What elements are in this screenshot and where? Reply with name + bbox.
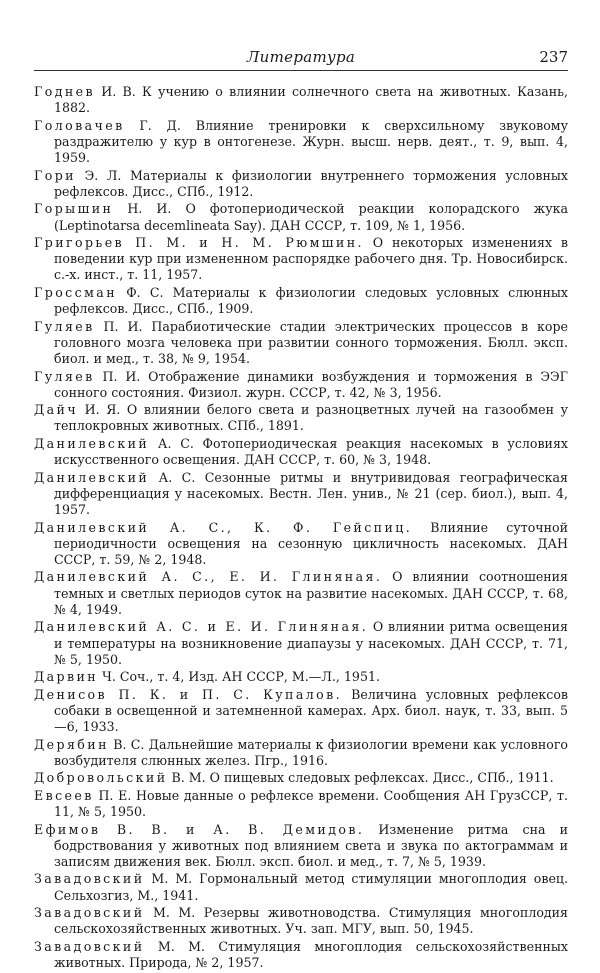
reference-entry (34, 669, 568, 685)
reference-text: О некоторых изменениях в поведении кур при измененном распорядке рабочего дня. Тр. Новосибирск. с.-х. инст., т. 11, 1957. (54, 235, 568, 283)
reference-author: Горышин (34, 201, 114, 217)
reference-author: Данилевский (34, 435, 150, 451)
reference-entry (34, 871, 568, 903)
reference-entry (34, 319, 568, 368)
reference-entry (34, 470, 568, 519)
reference-text: Ч. Соч., т. 4, Изд. АН СССР, М.—Л., 1951. (98, 669, 380, 685)
reference-entry (34, 168, 568, 200)
reference-text: О влиянии соотношения темных и светлых периодов суток на развитие насекомых. ДАН СССР, т. 68, № 4, 1949. (54, 569, 569, 617)
reference-entry (34, 369, 568, 401)
reference-author: Гуляев (34, 368, 95, 384)
reference-author: Головачев (34, 117, 125, 133)
reference-author: Денисов П. К. и П. С. Купалов. (34, 686, 343, 702)
reference-entry (34, 939, 568, 971)
reference-text: М. М. Стимуляция многоплодия сельскохозяйственных животных. Природа, № 2, 1957. (54, 938, 568, 971)
reference-entry (34, 402, 568, 434)
reference-text: Э. Л. Материалы к физиологии внутреннего торможения условных рефлексов. Дисс., СПб., 1912. (54, 167, 568, 199)
reference-author: Данилевский (34, 469, 150, 485)
header-rule (34, 70, 568, 71)
reference-author: Данилевский А. С. и Е. И. Глиняная. (34, 619, 369, 635)
reference-entry (34, 569, 568, 618)
reference-text: Изменение ритма сна и бодрствования у животных под влиянием света и звука по актограммам и записям движения век. Бюлл. эксп. биол. и мед., т. 7, № 5, 1939. (54, 821, 568, 869)
reference-author: Завадовский (34, 905, 145, 921)
reference-entry (34, 118, 568, 167)
reference-text: Ф. С. Материалы к физиологии следовых условных слюнных рефлексов. Дисс., СПб., 1909. (54, 284, 568, 317)
reference-text: П. И. Отображение динамики возбуждения и торможения в ЭЭГ сонного состояния. Физиол. журн. СССР, т. 42, № 3, 1956. (54, 368, 568, 400)
reference-author: Дарвин (34, 669, 99, 685)
reference-author: Гроссман (34, 284, 117, 300)
reference-entry (34, 520, 568, 569)
reference-text: П. И. Парабиотические стадии электрических процессов в коре головного мозга человека при развитии сонного торможения. Бюлл. эксп. биол. и мед., т. 38, № 9, 1954. (54, 318, 568, 367)
reference-author: Ефимов В. В. и А. В. Демидов. (34, 821, 365, 837)
reference-text: А. С. Фотопериодическая реакция насекомых в условиях искусственного освещения. ДАН СССР, т. 60, № 3, 1948. (54, 435, 568, 468)
reference-text: И. Я. О влиянии белого света и разноцветных лучей на газообмен у теплокровных животных. СПб., 1891. (54, 402, 568, 434)
reference-text: Влияние суточной периодичности освещения на сезонную цикличность насекомых. ДАН СССР, т. 59, № 2, 1948. (54, 519, 568, 567)
reference-text: Г. Д. Влияние тренировки к сверхсильному звуковому раздражителю у кур в онтогенезе. Журн. высш. нерв. деят., т. 9, вып. 4, 1959. (54, 117, 568, 166)
reference-text: М. М. Гормональный метод стимуляции многоплодия овец. Сельхозгиз, М., 1941. (54, 871, 568, 903)
reference-entry (34, 770, 568, 786)
reference-entry (34, 285, 568, 317)
reference-text: В. М. О пищевых следовых рефлексах. Дисс., СПб., 1911. (167, 770, 554, 786)
reference-entry (34, 687, 568, 736)
reference-entry (34, 788, 568, 820)
reference-author: Евсеев (34, 787, 94, 803)
reference-entry (34, 905, 568, 937)
reference-entry (34, 201, 568, 233)
reference-author: Дайч (34, 402, 79, 418)
reference-author: Данилевский А. С., К. Ф. Гейспиц. (34, 519, 413, 535)
reference-entry (34, 822, 568, 871)
reference-text: В. С. Дальнейшие материалы к физиологии времени как условного возбудителя слюнных желез. Пгр., 1916. (54, 736, 568, 768)
reference-text: П. Е. Новые данные о рефлексе времени. Сообщения АН ГрузССР, т. 11, № 5, 1950. (54, 787, 568, 820)
reference-text: Н. И. О фотопериодической реакции колорадского жука (Leptinotarsa decemlineata Say). ДАН СССР, т. 109, № 1, 1956. (54, 201, 568, 233)
reference-author: Дерябин (34, 736, 109, 752)
reference-entry (34, 737, 568, 769)
running-title: Литература (246, 48, 356, 66)
page-header (34, 48, 568, 72)
reference-entry (34, 235, 568, 284)
reference-author: Добровольский (34, 770, 168, 786)
reference-author: Гуляев (34, 318, 95, 334)
reference-entry (34, 84, 568, 116)
reference-text: Величина условных рефлексов собаки в освещенной и затемненной камерах. Арх. биол. наук, т. 33, вып. 5—6, 1933. (54, 686, 568, 735)
reference-entry (34, 619, 568, 668)
reference-text: И. В. К учению о влиянии солнечного света на животных. Казань, 1882. (54, 84, 568, 116)
reference-text: А. С. Сезонные ритмы и внутривидовая географическая дифференциация у насекомых. Вестн. Лен. унив., № 21 (сер. биол.), вып. 4, 1957. (54, 469, 568, 518)
reference-author: Данилевский А. С., Е. И. Глиняная. (34, 569, 383, 585)
reference-entry (34, 436, 568, 468)
reference-author: Григорьев П. М. и Н. М. Рюмшин. (34, 235, 364, 251)
reference-list (34, 84, 568, 973)
reference-author: Завадовский (34, 938, 145, 954)
reference-text: О влиянии ритма освещения и температуры на возникновение диапаузы у насекомых. ДАН СССР, т. 71, № 5, 1950. (54, 619, 568, 667)
reference-author: Гори (34, 167, 76, 183)
reference-text: М. М. Резервы животноводства. Стимуляция многоплодия сельскохозяйственных животных. Уч. зап. МГУ, вып. 50, 1945. (54, 905, 568, 937)
reference-author: Завадовский (34, 871, 145, 887)
page-number: 237 (539, 48, 568, 66)
reference-author: Годнев (34, 84, 96, 99)
